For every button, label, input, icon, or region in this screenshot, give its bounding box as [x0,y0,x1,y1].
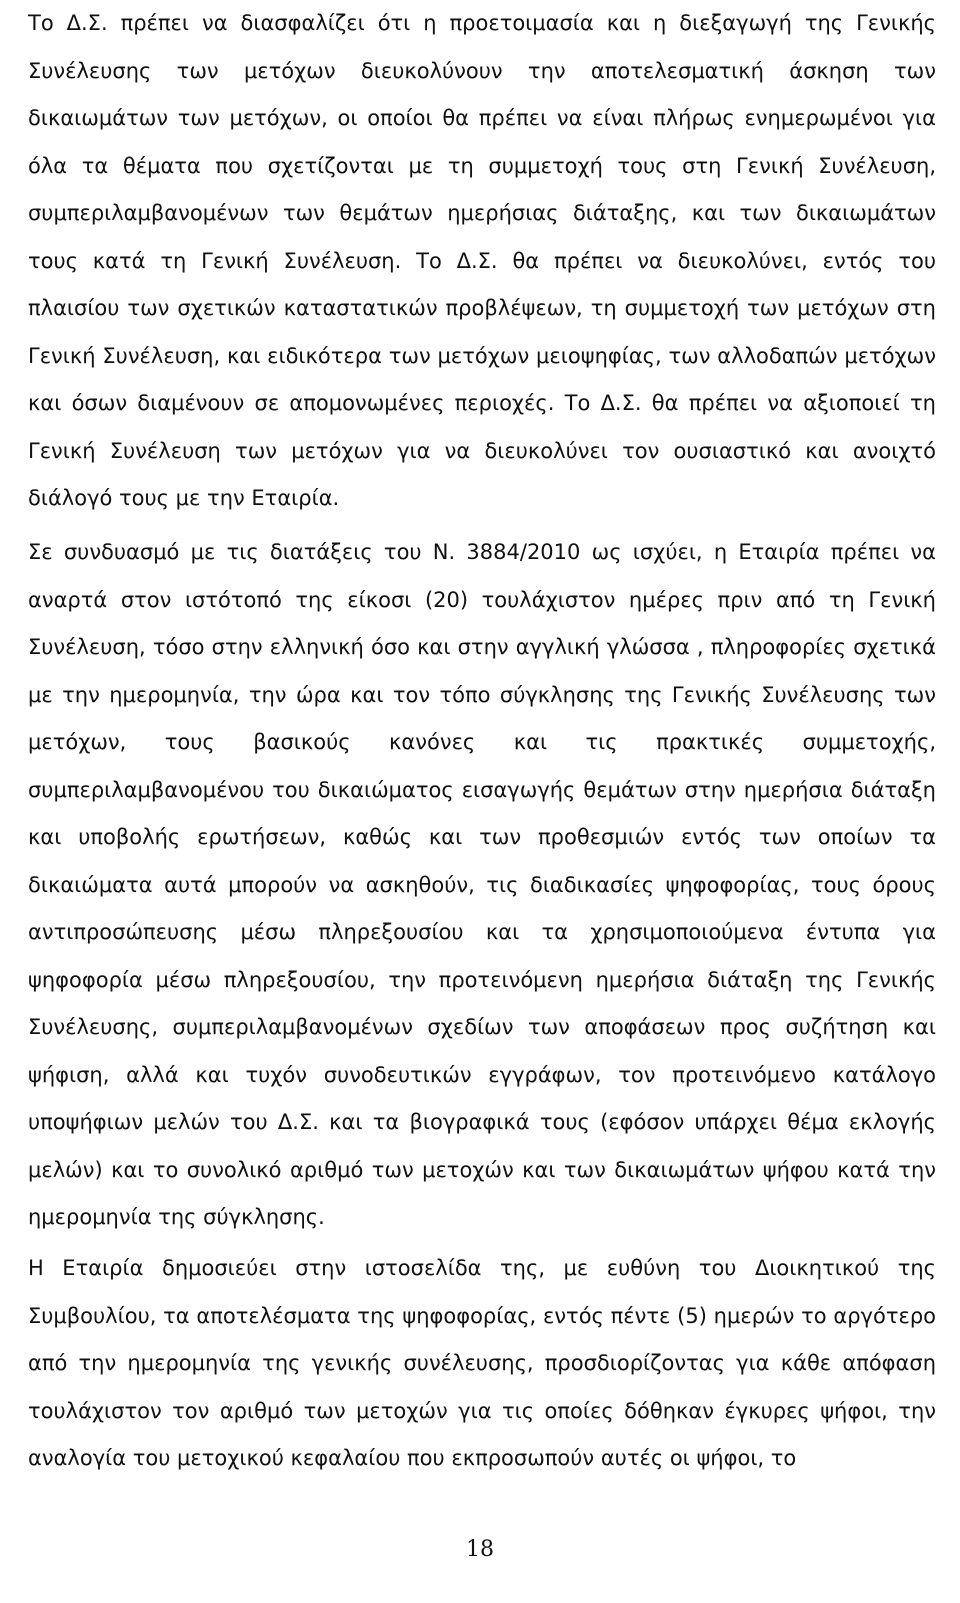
paragraph-general-assembly-preparation [28,0,936,523]
paragraph-text: Το Δ.Σ. πρέπει να διασφαλίζει ότι η προετοιμασία και η διεξαγωγή της Γενικής Συνέλευσης των μετόχων διευκολύνουν την αποτελεσματική άσκηση των δικαιωμάτων των μετόχων, οι οποίοι θα πρέπει να είναι πλήρως ενημερωμένοι για όλα τα θέματα που σχετίζονται με τη συμμετοχή τους στη Γενική Συνέλευση, συμπεριλαμβανομένων των θεμάτων ημερήσιας διάταξης, και των δικαιωμάτων τους κατά τη Γενική Συνέλευση. Το Δ.Σ. θα πρέπει να διευκολύνει, εντός του πλαισίου των σχετικών καταστατικών προβλέψεων, τη συμμετοχή των μετόχων στη Γενική Συνέλευση, και ειδικότερα των μετόχων μειοψηφίας, των αλλοδαπών μετόχων και όσων διαμένουν σε απομονωμένες περιοχές. Το Δ.Σ. θα πρέπει να αξιοποιεί τη Γενική Συνέλευση των μετόχων για να διευκολύνει τον ουσιαστικό και ανοιχτό διάλογό τους με την Εταιρία. [28,11,936,510]
paragraph-website-disclosure [28,529,936,1242]
paragraph-text: Η Εταιρία δημοσιεύει στην ιστοσελίδα της, με ευθύνη του Διοικητικού της Συμβουλίου, τα αποτελέσματα της ψηφοφορίας, εντός πέντε (5) ημερών το αργότερο από την ημερομηνία της γενικής συνέλευσης, προσδιορίζοντας για κάθε απόφαση τουλάχιστον τον αριθμό των μετοχών για τις οποίες δόθηκαν έγκυρες ψήφοι, την αναλογία του μετοχικού κεφαλαίου που εκπροσωπούν αυτές οι ψήφοι, το [28,1256,936,1470]
paragraph-voting-results [28,1245,936,1483]
page-number: 18 [466,1537,494,1562]
paragraph-text: Σε συνδυασμό με τις διατάξεις του Ν. 3884/2010 ως ισχύει, η Εταιρία πρέπει να αναρτά στον ιστότοπό της είκοσι (20) τουλάχιστον ημέρες πριν από τη Γενική Συνέλευση, τόσο στην ελληνική όσο και στην αγγλική γλώσσα , πληροφορίες σχετικά με την ημερομηνία, την ώρα και τον τόπο σύγκλησης της Γενικής Συνέλευσης των μετόχων, τους βασικούς κανόνες και τις πρακτικές συμμετοχής, συμπεριλαμβανομένου του δικαιώματος εισαγωγής θεμάτων στην ημερήσια διάταξη και υποβολής ερωτήσεων, καθώς και των προθεσμιών εντός των οποίων τα δικαιώματα αυτά μπορούν να ασκηθούν, τις διαδικασίες ψηφοφορίας, τους όρους αντιπροσώπευσης μέσω πληρεξουσίου και τα χρησιμοποιούμενα έντυπα για ψηφοφορία μέσω πληρεξουσίου, την προτεινόμενη ημερήσια διάταξη της Γενικής Συνέλευσης, συμπεριλαμβανομένων σχεδίων των αποφάσεων προς συζήτηση και ψήφιση, αλλά και τυχόν συνοδευτικών εγγράφων, τον προτεινόμενο κατάλογο υποψήφιων μελών του Δ.Σ. και τα βιογραφικά τους (εφόσον υπάρχει θέμα εκλογής μελών) και το συνολικό αριθμό των μετοχών και των δικαιωμάτων ψήφου κατά την ημερομηνία της σύγκλησης. [28,540,936,1229]
